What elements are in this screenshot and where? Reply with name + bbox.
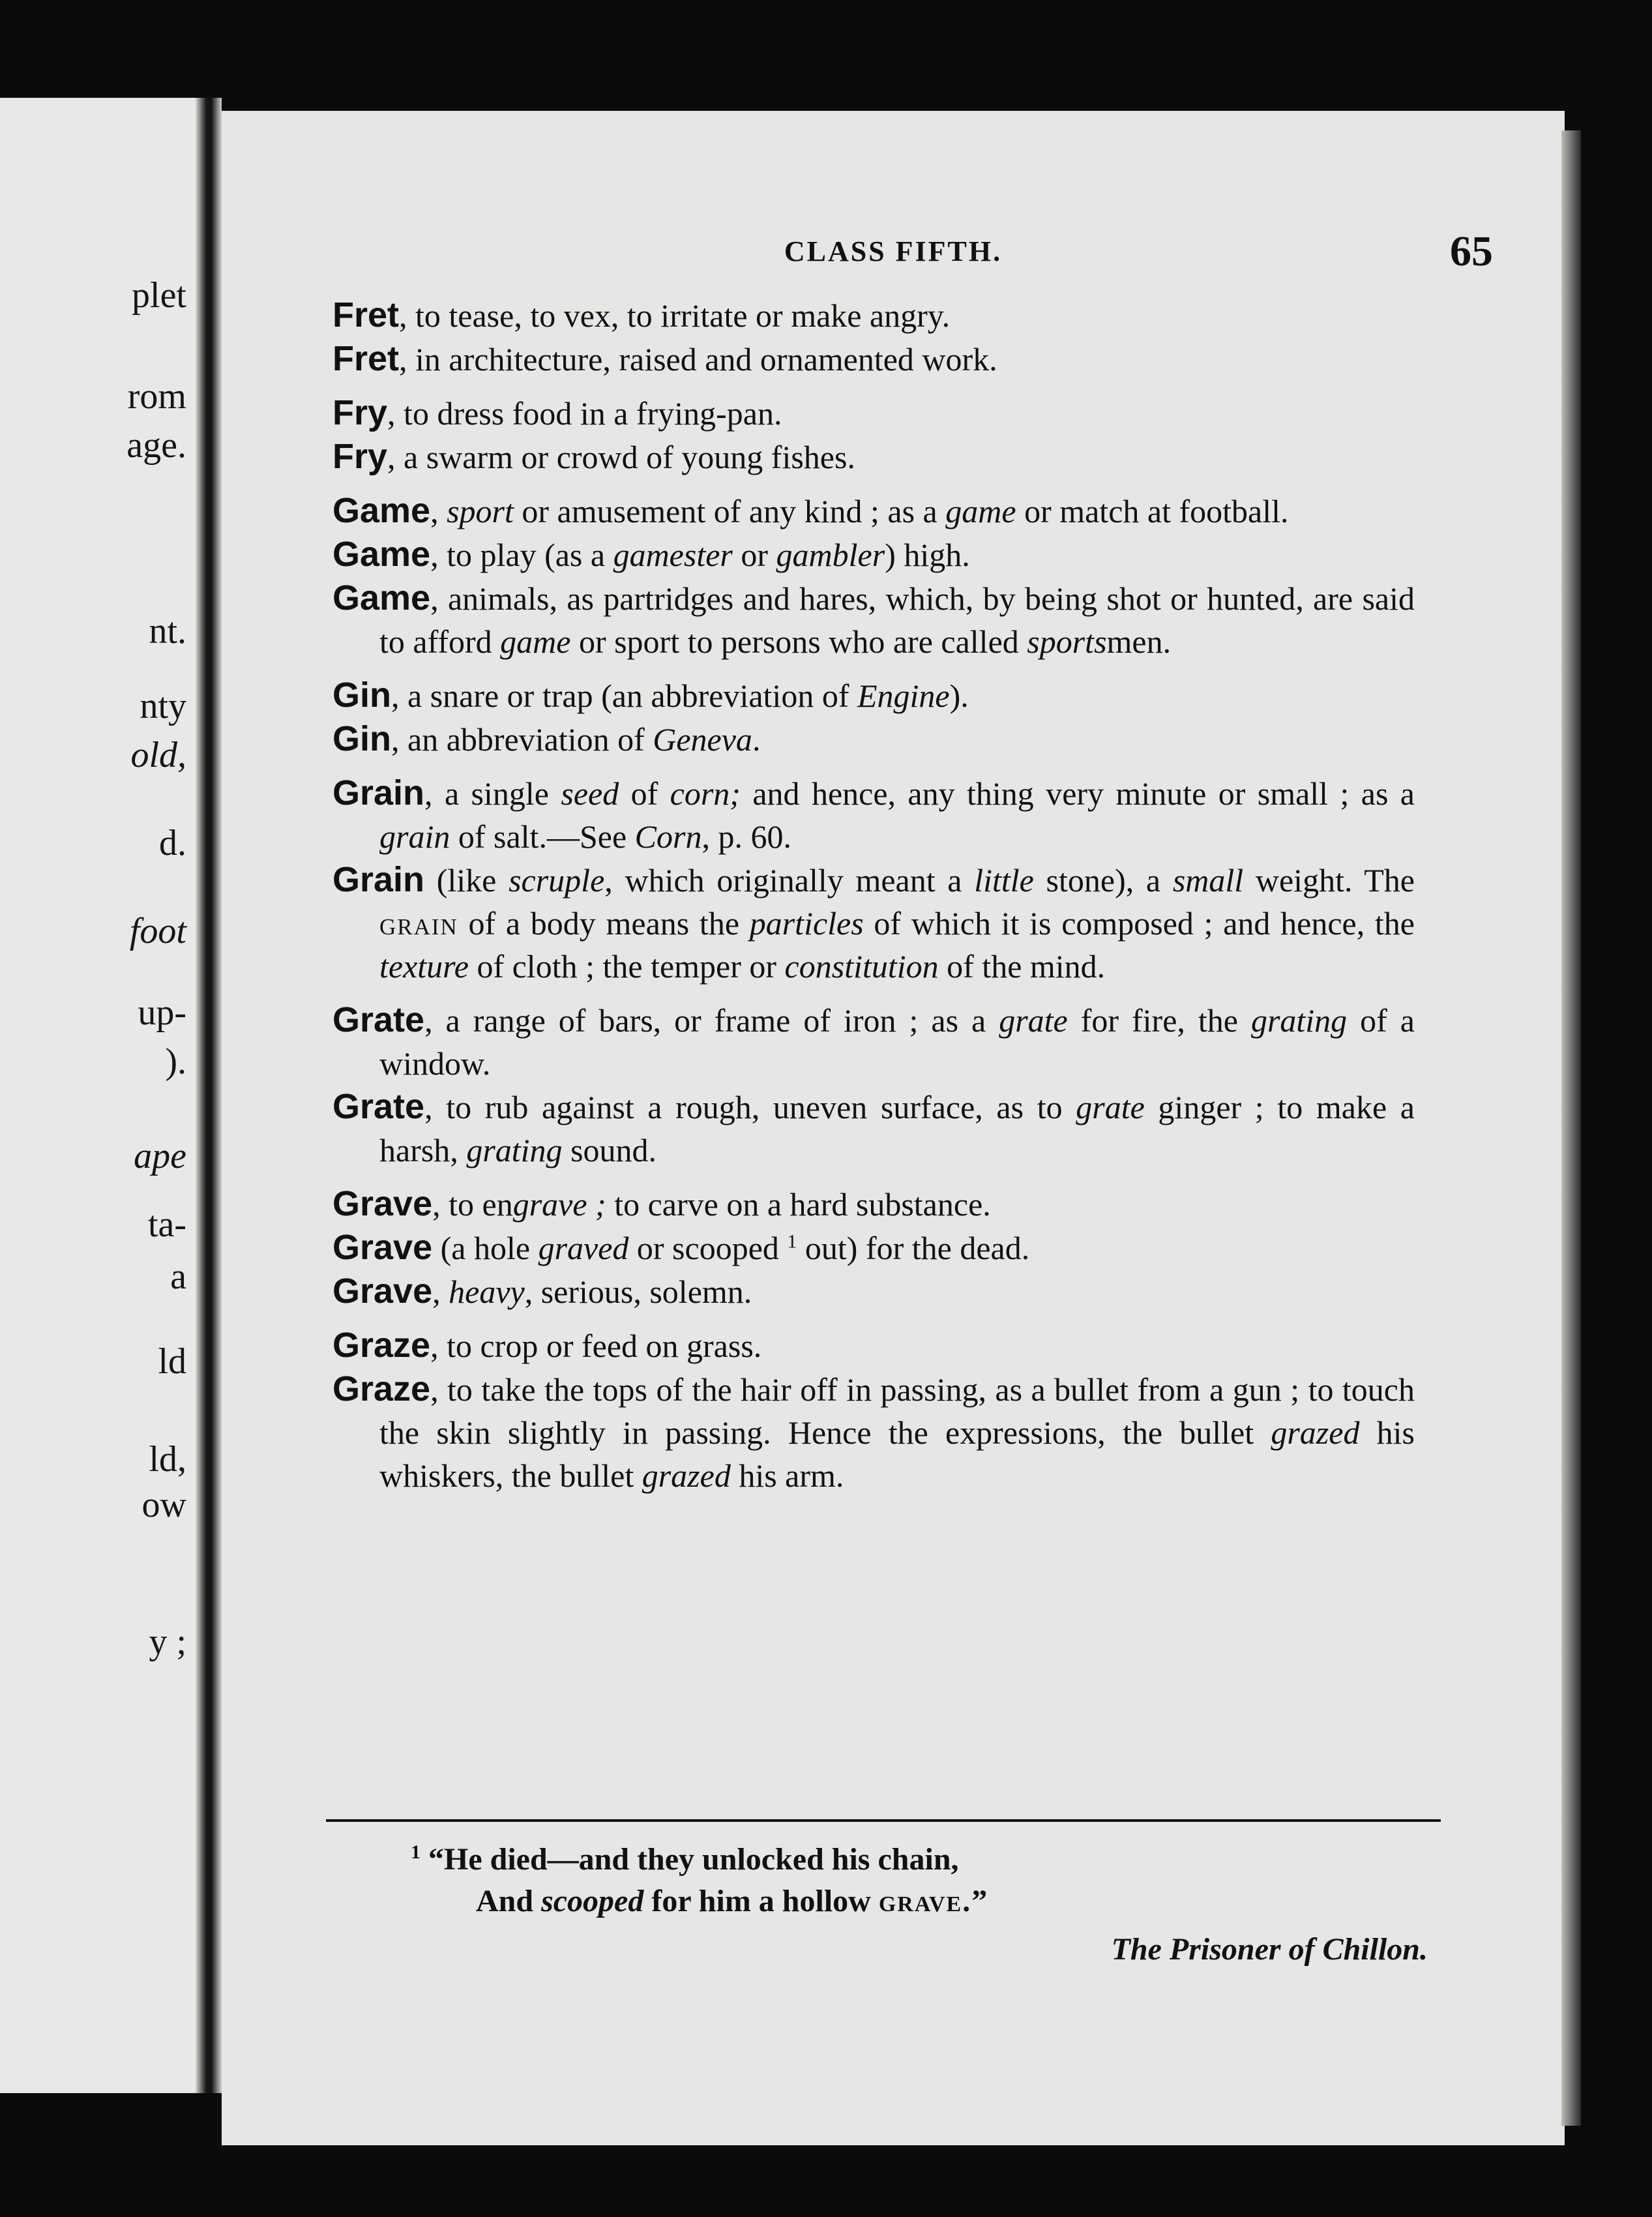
definition-text: , to dress food in a frying-pan.	[387, 395, 782, 432]
definition-text: of a window.	[379, 1002, 1415, 1082]
italic-term: constitution	[784, 948, 939, 985]
headword: Grate	[332, 1000, 425, 1039]
italic-term: Engine	[857, 677, 950, 714]
footnote	[411, 1839, 1428, 1971]
definition-text: ) high.	[885, 537, 970, 573]
entry-game-2	[332, 533, 1415, 576]
definition-text: .	[752, 721, 761, 758]
definition-text: and hence, any thing very minute or small ; as a	[740, 775, 1415, 812]
italic-term: gamester	[613, 537, 733, 573]
page-number: 65	[1450, 228, 1493, 275]
headword: Fret	[332, 295, 400, 335]
definition-text: or	[732, 537, 776, 573]
facing-page-text-fragment: ld	[158, 1341, 186, 1382]
entry-fry-2	[332, 435, 1415, 479]
definition-text: , animals, as partridges and hares, which, by being shot or hunted, are said to afford	[379, 580, 1415, 660]
facing-page-text-fragment: age.	[126, 425, 186, 466]
facing-page-text-fragment: foot	[129, 911, 186, 951]
definition-text: weight. The	[1243, 862, 1415, 899]
italic-term: Geneva	[653, 721, 752, 758]
italic-term: game	[500, 623, 571, 660]
headword: Gin	[332, 676, 391, 715]
small-caps-term: grave.	[878, 1884, 972, 1918]
running-head: CLASS FIFTH.	[784, 235, 1003, 267]
headword: Graze	[332, 1369, 431, 1408]
facing-page-text-fragment: a	[170, 1257, 186, 1297]
footnote-line-2	[411, 1881, 1428, 1922]
definition-text: , a swarm or crowd of young fishes.	[387, 439, 855, 475]
definition-text: , in architecture, raised and ornamented work.	[399, 341, 997, 378]
definition-text: (a hole	[432, 1230, 538, 1266]
italic-term: corn;	[670, 775, 741, 812]
definition-text: of the mind.	[938, 948, 1106, 985]
entry-graze-1	[332, 1324, 1415, 1367]
page-header	[222, 228, 1565, 293]
definition-text: of cloth ; the temper or	[468, 948, 785, 985]
italic-term: Corn	[634, 818, 702, 855]
definition-text: ,	[430, 493, 447, 529]
italic-term: heavy	[449, 1273, 525, 1310]
italic-term: graved	[538, 1230, 629, 1266]
definition-text: men.	[1106, 623, 1172, 660]
definition-text: , to play (as a	[430, 537, 613, 573]
headword: Grave	[332, 1228, 433, 1267]
entry-game-1	[332, 489, 1415, 533]
definition-text: of	[619, 775, 670, 812]
headword: Grate	[332, 1087, 425, 1126]
entry-fret-2	[332, 337, 1415, 381]
definition-text: (like	[424, 862, 509, 899]
definition-text: stone), a	[1033, 862, 1173, 899]
italic-term: particles	[749, 905, 864, 942]
definition-text: to carve on a hard substance.	[606, 1186, 991, 1223]
entry-gin-1	[332, 674, 1415, 717]
entry-grave-1	[332, 1182, 1415, 1226]
facing-page-text-fragment: old,	[130, 735, 186, 775]
definition-text: his arm.	[730, 1457, 844, 1494]
footnote-source	[411, 1929, 1428, 1971]
definition-text: , a single	[424, 775, 561, 812]
footnote-divider	[326, 1819, 1441, 1822]
definition-text: of which it is composed ; and hence, the	[863, 905, 1415, 942]
footnote-text: ”	[971, 1884, 988, 1918]
definition-text: of salt.—See	[450, 818, 635, 855]
source-title: .	[1420, 1932, 1428, 1967]
italic-term: seed	[561, 775, 619, 812]
italic-term: texture	[379, 948, 469, 985]
headword: Fret	[332, 339, 400, 378]
facing-page-text-fragment: up-	[138, 992, 186, 1033]
definition-text: , a range of bars, or frame of iron ; as a	[424, 1002, 999, 1039]
facing-page-text-fragment: y ;	[149, 1622, 186, 1662]
facing-page-text-fragment: ta-	[147, 1204, 186, 1245]
italic-term: grazed	[1271, 1414, 1360, 1451]
italic-term: grate	[999, 1002, 1068, 1039]
headword: Grain	[332, 860, 425, 899]
headword: Fry	[332, 393, 388, 432]
definition-text: sound.	[562, 1132, 657, 1168]
definition-text: of a body means the	[458, 905, 750, 942]
headword: Grave	[332, 1272, 433, 1311]
source-title: Chillon	[1322, 1932, 1420, 1967]
italic-term: scooped	[541, 1884, 644, 1918]
definition-text: ,	[432, 1273, 449, 1310]
entry-gin-2	[332, 717, 1415, 761]
definition-text: , to crop or feed on grass.	[430, 1328, 762, 1364]
italic-term: little	[974, 862, 1034, 899]
italic-term: sport	[447, 493, 514, 529]
entry-grain-2	[332, 858, 1415, 988]
definition-text: , a snare or trap (an abbreviation of	[391, 677, 857, 714]
facing-page-text-fragment: ape	[134, 1136, 186, 1176]
facing-page-fragment	[0, 98, 196, 2093]
headword: Grain	[332, 773, 425, 812]
definition-text: or match at football.	[1016, 493, 1289, 529]
footnote-text: And	[476, 1884, 542, 1918]
definition-text: or amusement of any kind ; as a	[513, 493, 946, 529]
definition-text: , to take the tops of the hair off in passing, as a bullet from a gun ; to touch the skin slightly in passing. Hence the expressions, the bullet	[379, 1371, 1415, 1451]
definition-text: ginger ; to make a harsh,	[379, 1089, 1415, 1168]
italic-term: sports	[1027, 623, 1107, 660]
definition-text: , p. 60.	[701, 818, 791, 855]
headword: Fry	[332, 437, 388, 476]
italic-term: grain	[379, 818, 450, 855]
facing-page-text-fragment: plet	[132, 275, 186, 316]
entry-fry-1	[332, 391, 1415, 435]
entry-grate-2	[332, 1085, 1415, 1172]
footnote-text: for him a hollow	[643, 1884, 879, 1918]
italic-term: scruple	[509, 862, 605, 899]
italic-term: small	[1172, 862, 1244, 899]
facing-page-text-fragment: ld,	[149, 1439, 186, 1480]
definition-text: ).	[949, 677, 969, 714]
headword: Game	[332, 535, 431, 574]
book-gutter	[196, 98, 222, 2093]
small-caps-term: grain	[379, 905, 458, 942]
headword: Gin	[332, 719, 391, 758]
definition-text: , to en	[432, 1186, 513, 1223]
definition-text: for fire, the	[1067, 1002, 1251, 1039]
entry-grain-1	[332, 771, 1415, 858]
dictionary-entries	[332, 293, 1415, 1497]
book-page	[222, 111, 1565, 2145]
italic-term: grating	[466, 1132, 563, 1168]
definition-text: , to tease, to vex, to irritate or make angry.	[399, 297, 951, 334]
italic-term: grate	[1076, 1089, 1145, 1125]
entry-grate-1	[332, 998, 1415, 1085]
footnote-line-1	[411, 1839, 1428, 1881]
italic-term: grazed	[642, 1457, 731, 1494]
source-title: The Prisoner of	[1111, 1932, 1323, 1967]
page-edge	[1561, 130, 1581, 2126]
italic-term: grave ;	[512, 1186, 606, 1223]
facing-page-text-fragment: nt.	[149, 611, 186, 651]
facing-page-text-fragment: rom	[127, 376, 186, 417]
entry-grave-2	[332, 1226, 1415, 1270]
italic-term: game	[945, 493, 1016, 529]
definition-text: , which originally meant a	[604, 862, 975, 899]
headword: Game	[332, 578, 431, 617]
definition-text: out) for the dead.	[797, 1230, 1030, 1266]
headword: Graze	[332, 1326, 431, 1365]
facing-page-text-fragment: d.	[159, 823, 186, 863]
definition-text: , serious, solemn.	[524, 1273, 752, 1310]
footnote-text: “He died—and they unlocked his chain,	[420, 1842, 959, 1877]
headword: Grave	[332, 1184, 433, 1223]
entry-fret-1	[332, 293, 1415, 337]
entry-grave-3	[332, 1270, 1415, 1313]
facing-page-text-fragment: ).	[165, 1041, 186, 1082]
definition-text: his whiskers, the bullet	[379, 1414, 1415, 1494]
italic-term: gambler	[776, 537, 885, 573]
italic-term: grating	[1250, 1002, 1348, 1039]
definition-text: or scooped	[628, 1230, 788, 1266]
facing-page-text-fragment: ow	[141, 1485, 186, 1525]
footnote-marker: 1	[411, 1841, 420, 1863]
definition-text: , an abbreviation of	[391, 721, 653, 758]
definition-text: , to rub against a rough, uneven surface, as to	[424, 1089, 1076, 1125]
headword: Game	[332, 491, 431, 530]
facing-page-text-fragment: nty	[140, 686, 186, 726]
entry-game-3	[332, 576, 1415, 663]
definition-text: or sport to persons who are called	[570, 623, 1027, 660]
footnote-marker: 1	[787, 1230, 797, 1253]
entry-graze-2	[332, 1367, 1415, 1497]
